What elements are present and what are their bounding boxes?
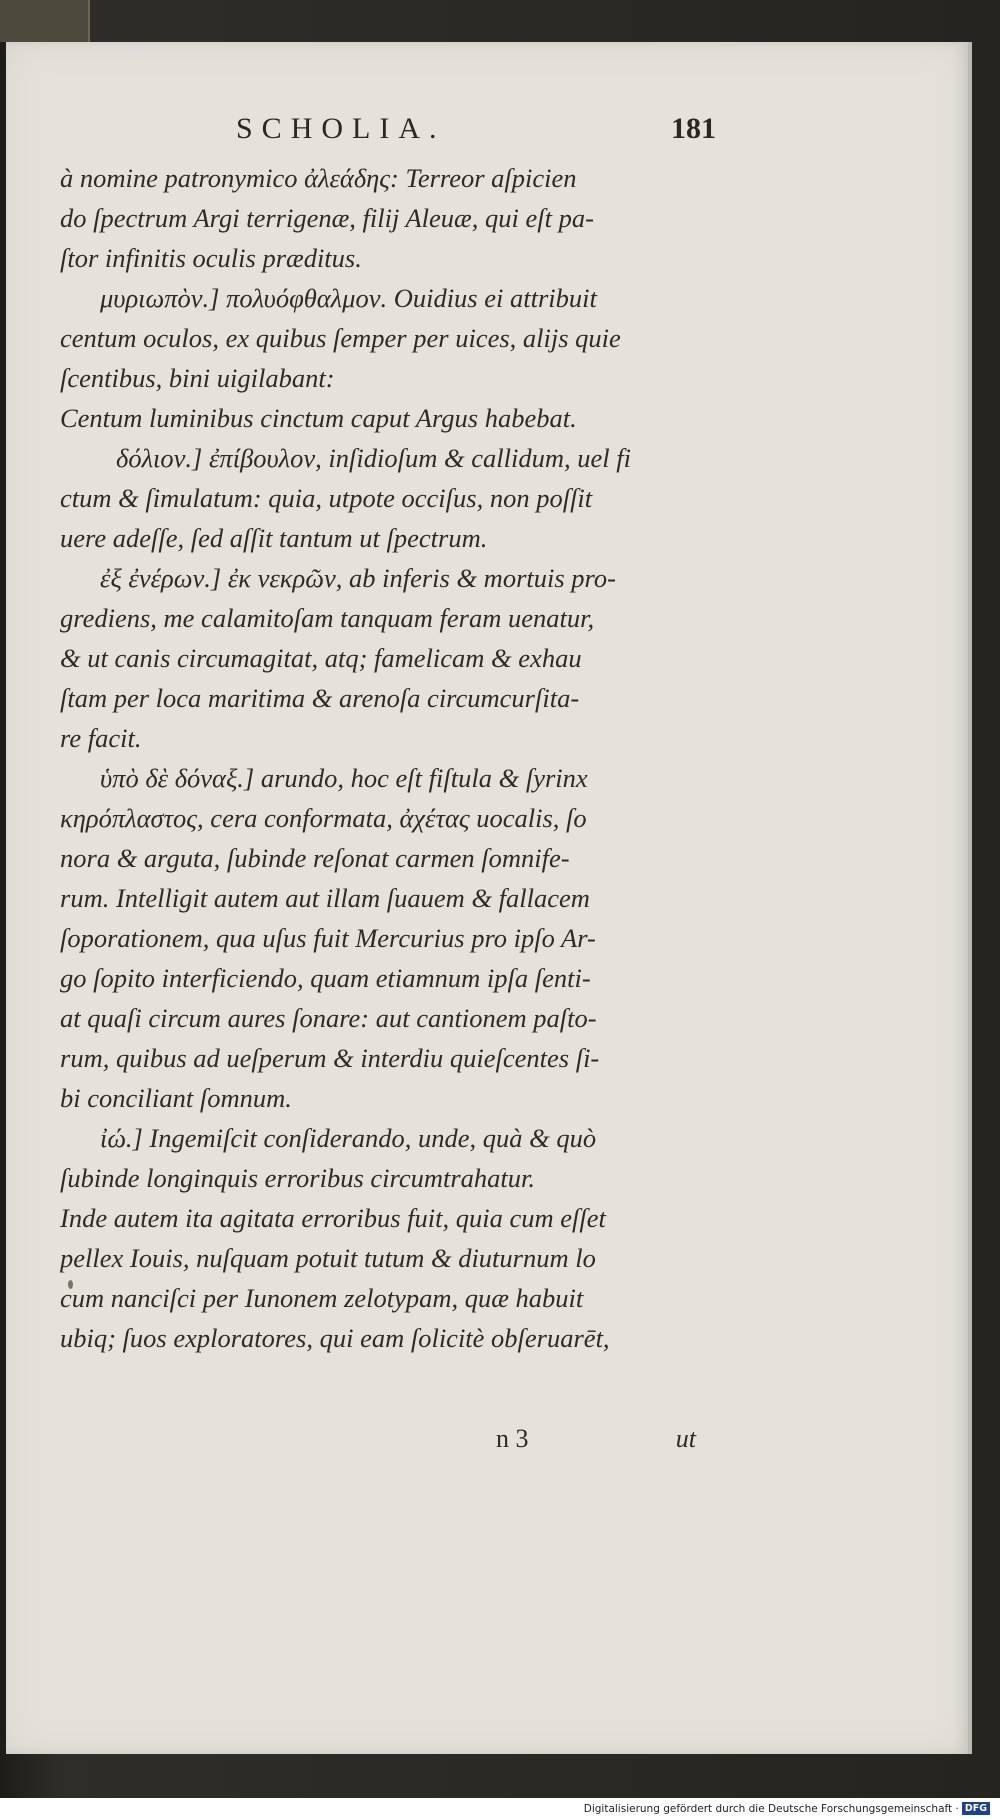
text-line: bi conciliant ſomnum. (60, 1083, 292, 1113)
text-line: ſubinde longinquis erroribus circumtrahatur. (60, 1163, 536, 1193)
text-line: & ut canis circumagitat, atq; famelicam & exhau (60, 643, 582, 673)
text-line: go ſopito interficiendo, quam etiamnum ipſa ſenti- (60, 963, 591, 993)
text-line: δόλιον.] ἐπίβουλον, inſidioſum & callidum, uel fi (116, 443, 631, 473)
commentary-text (60, 158, 720, 1358)
text-line: ubiq; ſuos exploratores, qui eam ſolicitè obſeruarēt, (60, 1323, 610, 1353)
running-head: SCHOLIA. (236, 112, 446, 145)
text-line: ἐξ ἐνέρων.] ἐκ νεκρῶν, ab inferis & mortuis pro- (100, 563, 616, 593)
text-line: nora & arguta, ſubinde reſonat carmen ſomnife- (60, 843, 570, 873)
text-line: Inde autem ita agitata erroribus fuit, quia cum eſſet (60, 1203, 606, 1233)
text-line: centum oculos, ex quibus ſemper per uices, alijs quie (60, 323, 621, 353)
dfg-logo: DFG (962, 1802, 990, 1815)
text-line: à nomine patronymico ἀλεάδης: Terreor aſpicien (60, 163, 577, 193)
funding-credit: Digitalisierung gefördert durch die Deutsche Forschungsgemeinschaft · (583, 1802, 959, 1815)
text-line: cum nanciſci per Iunonem zelotypam, quæ habuit (60, 1283, 584, 1313)
verse-quotation: Centum luminibus cinctum caput Argus habebat. (60, 403, 577, 433)
text-line: rum. Intelligit autem aut illam ſuauem & fallacem (60, 883, 590, 913)
text-line: grediens, me calamitoſam tanquam feram uenatur, (60, 603, 595, 633)
signature-line (496, 1424, 696, 1464)
text-line: do ſpectrum Argi terrigenæ, filij Aleuæ, qui eſt pa- (60, 203, 594, 233)
digitization-footer (0, 1798, 1000, 1819)
text-line: uere adeſſe, ſed aſſit tantum ut ſpectrum. (60, 523, 488, 553)
page-header (236, 112, 716, 152)
text-line: re facit. (60, 723, 142, 753)
text-line: μυριωπὸν.] πολυόφθαλμον. Ouidius ei attribuit (100, 283, 597, 313)
text-line: rum, quibus ad ueſperum & interdiu quieſcentes ſi- (60, 1043, 600, 1073)
signature-mark: n 3 (496, 1424, 529, 1453)
text-line: ctum & ſimulatum: quia, utpote occiſus, non poſſit (60, 483, 593, 513)
catchword: ut (675, 1424, 696, 1453)
text-line: at quaſi circum aures ſonare: aut cantionem paſto- (60, 1003, 597, 1033)
text-line: ἰώ.] Ingemiſcit conſiderando, unde, quà & quò (100, 1123, 597, 1153)
page-number: 181 (671, 112, 716, 145)
text-line: pellex Iouis, nuſquam potuit tutum & diuturnum lo (60, 1243, 596, 1273)
book-spine-edge (0, 0, 90, 42)
text-line: ſcentibus, bini uigilabant: (60, 363, 335, 393)
text-line: ſtam per loca maritima & arenoſa circumcurſita- (60, 683, 580, 713)
text-line: ὑπὸ δὲ δόναξ.] arundo, hoc eſt fiſtula & ſyrinx (100, 763, 588, 793)
text-line: ſtor infinitis oculis præditus. (60, 243, 362, 273)
text-line: ſoporationem, qua uſus fuit Mercurius pro ipſo Ar- (60, 923, 596, 953)
text-line: κηρόπλαστος, cera conformata, ἀχέτας uocalis, ſo (60, 803, 587, 833)
